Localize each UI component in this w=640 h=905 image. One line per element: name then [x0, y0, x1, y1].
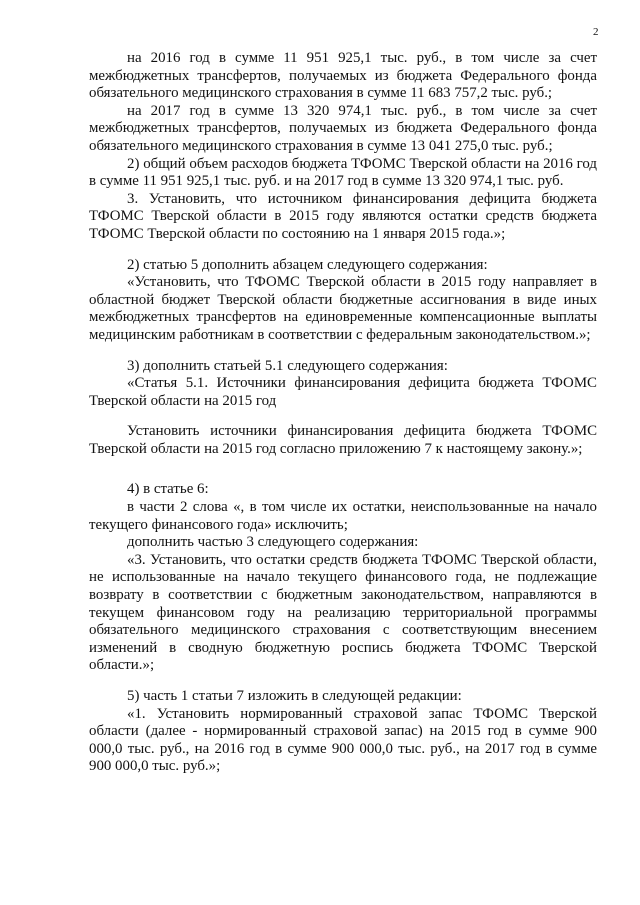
paragraph-2017-revenue: на 2017 год в сумме 13 320 974,1 тыс. руб., в том числе за счет межбюджетных трансфертов, получаемых из бюджета Федерального фонда обязательного медицинского страхования в сумме 13 041 275,0 тыс. руб.; [89, 102, 597, 154]
page-number: 2 [593, 26, 599, 38]
paragraph-article-6-amend: 4) в статье 6: [127, 481, 209, 498]
paragraph-article-5-1-amend: 3) дополнить статьей 5.1 следующего содержания: [127, 357, 448, 374]
document-body [89, 50, 597, 776]
paragraph-article-6-add-part-3: дополнить частью 3 следующего содержания: [127, 534, 419, 551]
paragraph-article-6-part-2: в части 2 слова «, в том числе их остатки, неиспользованные на начало текущего финансового года» исключить; [89, 499, 597, 533]
paragraph-article-5-amend: 2) статью 5 дополнить абзацем следующего содержания: [127, 256, 488, 273]
paragraph-2016-revenue: на 2016 год в сумме 11 951 925,1 тыс. руб., в том числе за счет межбюджетных трансфертов, получаемых из бюджета Федерального фонда обязательного медицинского страхования в сумме 11 683 757,2 тыс. руб.; [89, 50, 597, 102]
paragraph-article-5-1-title: «Статья 5.1. Источники финансирования дефицита бюджета ТФОМС Тверской области на 2015 год [89, 375, 597, 409]
paragraph-article-6-part-3-text: «3. Установить, что остатки средств бюджета ТФОМС Тверской области, не использованные на начало текущего финансового года, не подлежащие возврату в соответствии с бюджетным законодательством, направляются в текущем финансовом году на реализацию территориальной программы обязательного медицинского страхования с соответствующим внесением изменений в сводную бюджетную роспись бюджета ТФОМС Тверской области.»; [89, 551, 597, 674]
paragraph-article-7-amend: 5) часть 1 статьи 7 изложить в следующей редакции: [127, 688, 462, 704]
paragraph-article-5-text: «Установить, что ТФОМС Тверской области в 2015 году направляет в областной бюджет Тверской области бюджетные ассигнования в виде иных межбюджетных трансфертов на единовременные компенсационные выплаты медицинским работникам в соответствии с федеральным законодательством.»; [89, 274, 597, 343]
paragraph-deficit-source: 3. Установить, что источником финансирования дефицита бюджета ТФОМС Тверской области в 2015 году являются остатки средств бюджета ТФОМС Тверской области по состоянию на 1 января 2015 года.»; [89, 190, 597, 242]
paragraph-article-7-text: «1. Установить нормированный страховой запас ТФОМС Тверской области (далее - нормированный страховой запас) на 2015 год в сумме 900 000,0 тыс. руб., на 2016 год в сумме 900 000,0 тыс. руб., на 2017 год в сумме 900 000,0 тыс. руб.»; [89, 705, 597, 775]
paragraph-expenditure-total: 2) общий объем расходов бюджета ТФОМС Тверской области на 2016 год в сумме 11 951 925,1 тыс. руб. и на 2017 год в сумме 13 320 974,1 тыс. руб. [89, 155, 597, 190]
paragraph-article-5-1-text: Установить источники финансирования дефицита бюджета ТФОМС Тверской области на 2015 год согласно приложению 7 к настоящему закону.»; [89, 423, 597, 457]
